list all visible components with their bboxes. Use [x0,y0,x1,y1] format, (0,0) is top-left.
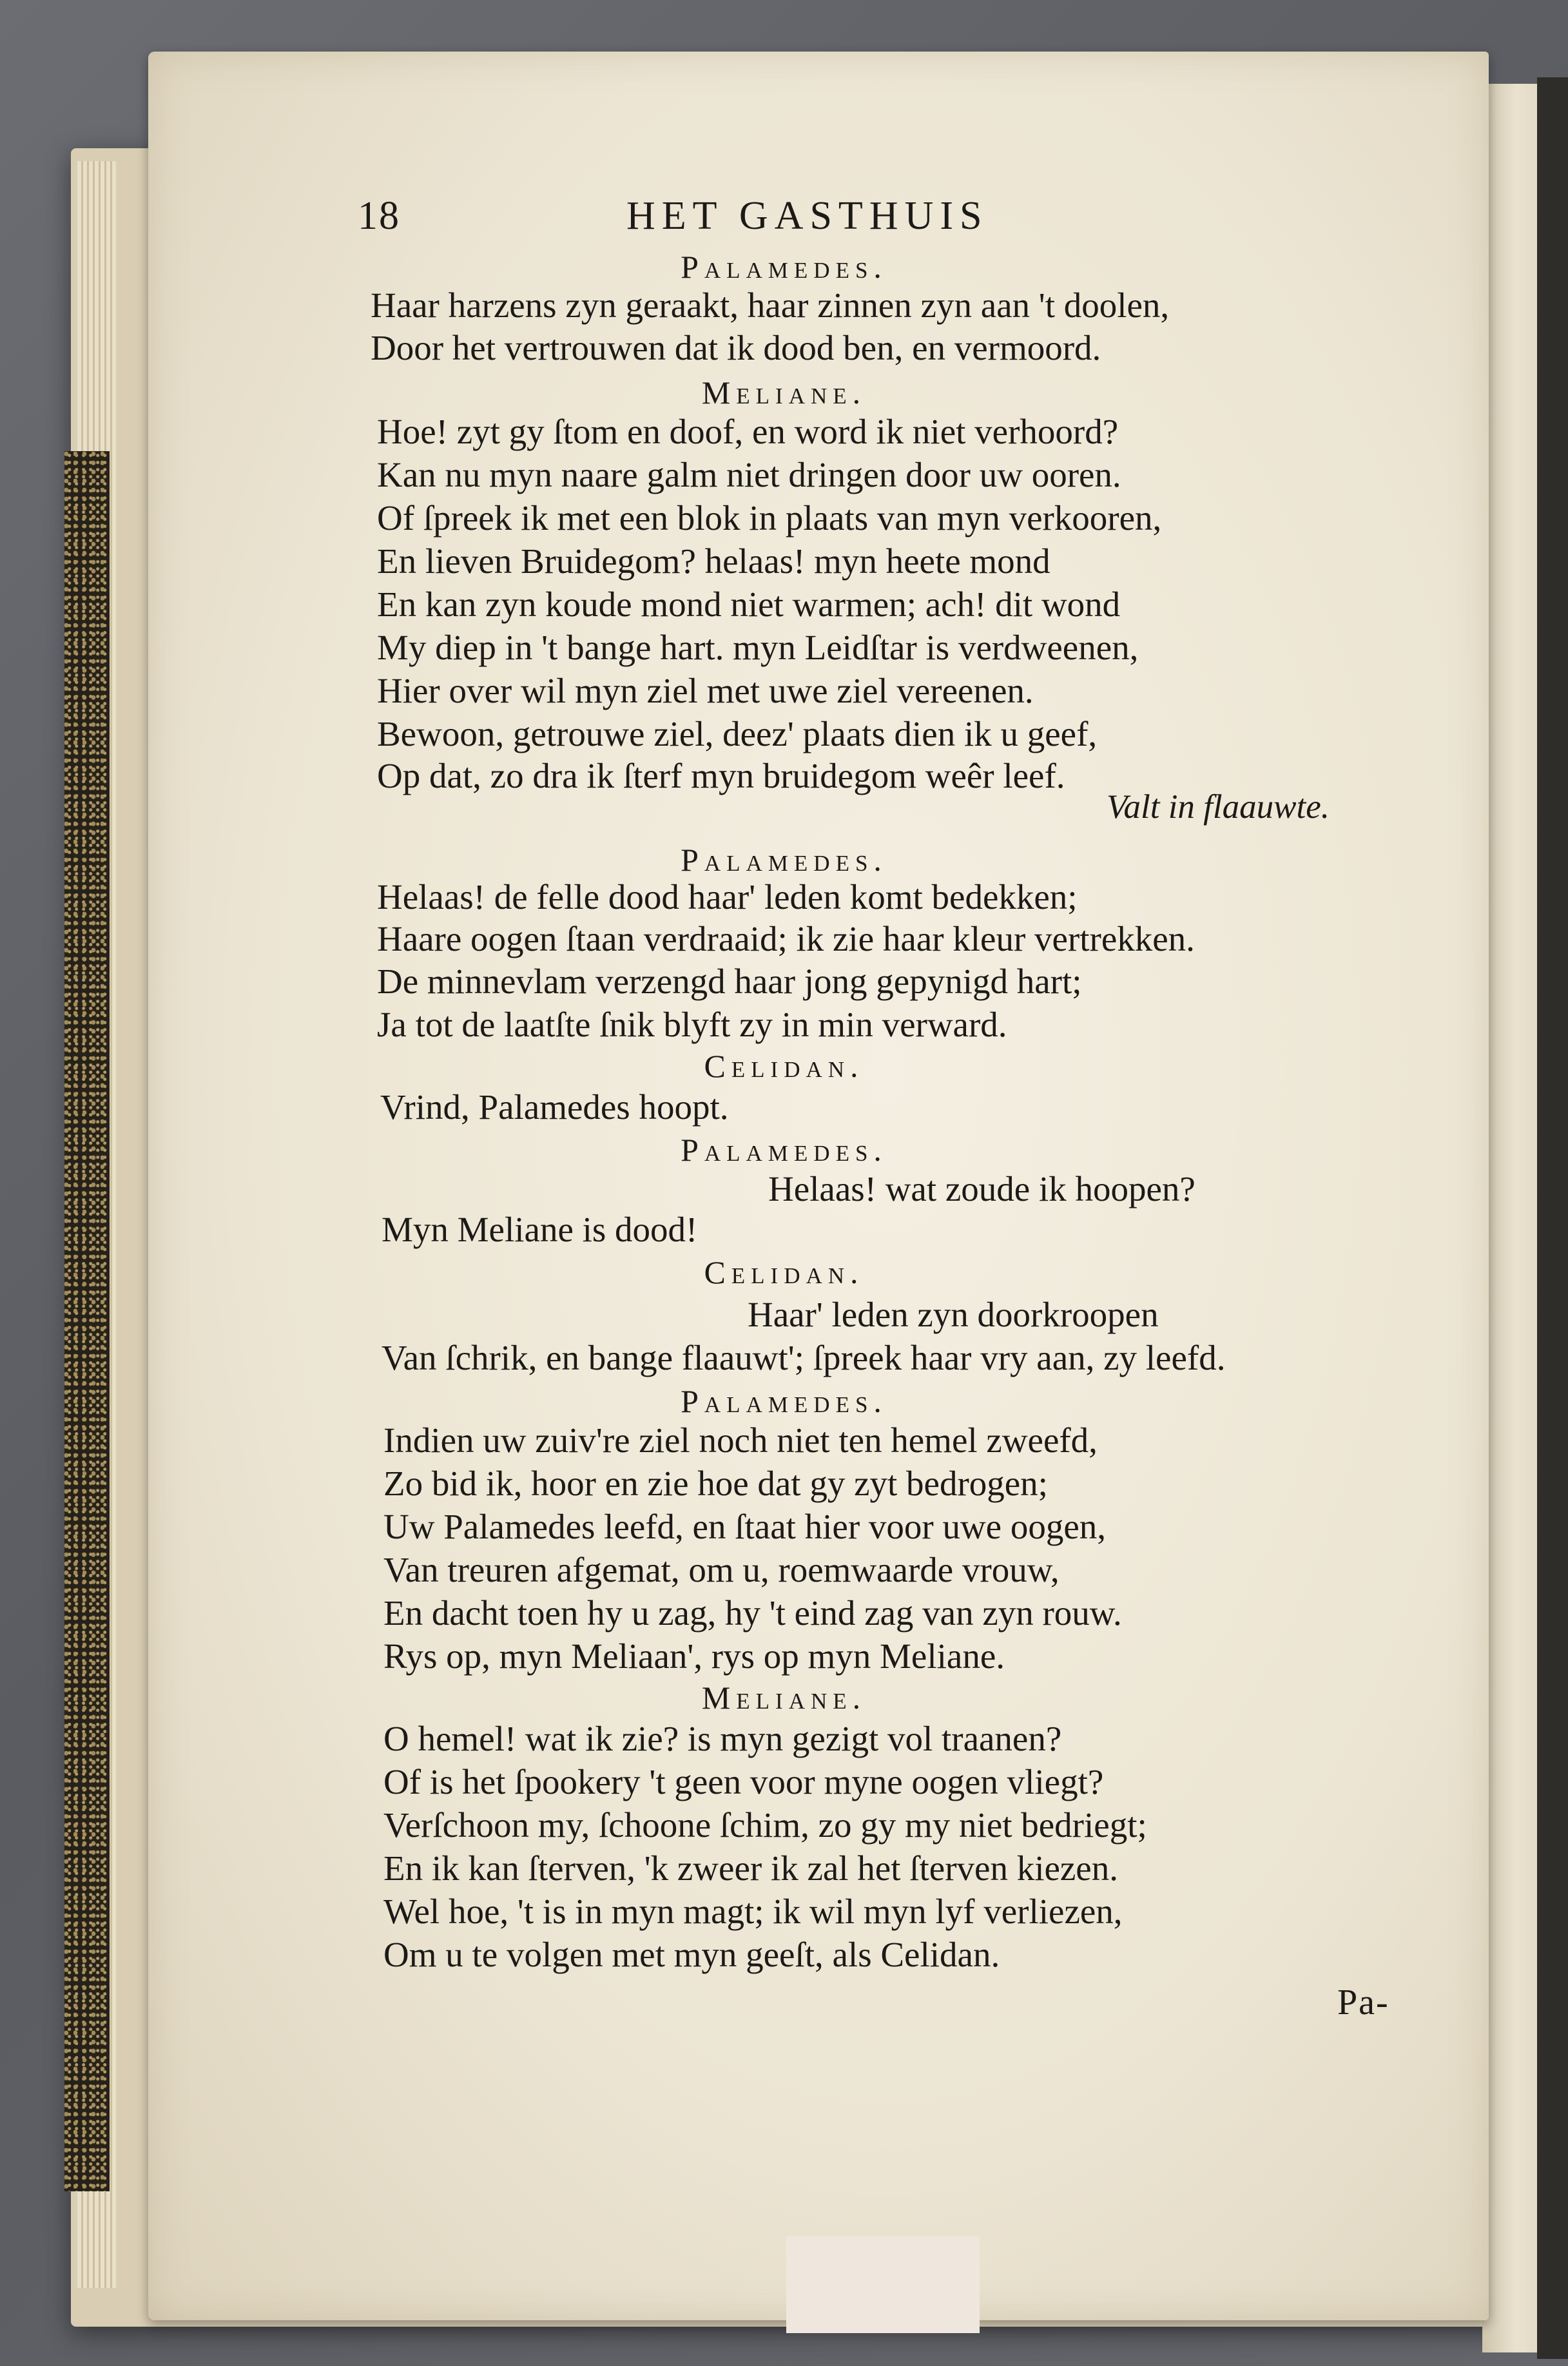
verse-line: En ik kan ſterven, 'k zweer ik zal het ſterven kiezen. [383,1848,1118,1888]
speaker-name: Celidan. [704,1048,864,1084]
verse-line: Bewoon, getrouwe ziel, deez' plaats dien ik u geef, [377,714,1098,753]
verse-line: Zo bid ik, hoor en zie hoe dat gy zyt bedrogen; [383,1464,1048,1503]
marbled-cover [64,451,110,2191]
verse-line: Indien uw zuiv're ziel noch niet ten hemel zweefd, [383,1421,1098,1460]
verse-line: En kan zyn koude mond niet warmen; ach! dit wond [377,585,1121,624]
speaker-name: Meliane. [701,1680,867,1716]
verse-line: Haar' leden zyn doorkroopen [748,1295,1159,1334]
verse-line: De minnevlam verzengd haar jong gepynigd hart; [377,962,1082,1001]
verse-line: Verſchoon my, ſchoone ſchim, zo gy my niet bedriegt; [383,1805,1147,1845]
speaker-name: Palamedes. [681,249,887,285]
library-tag [786,2236,980,2333]
page-number: 18 [358,194,400,238]
back-cover [1537,77,1568,2359]
speaker-name: Palamedes. [681,1383,887,1419]
verse-line: Vrind, Palamedes hoopt. [380,1087,729,1127]
verse-line: Uw Palamedes leefd, en ſtaat hier voor uwe oogen, [383,1507,1107,1546]
verse-line: Of is het ſpookery 't geen voor myne oogen vliegt? [383,1762,1104,1801]
verse-line: Helaas! de felle dood haar' leden komt bedekken; [377,877,1078,916]
verse-line: Of ſpreek ik met een blok in plaats van myn verkooren, [377,498,1162,538]
verse-line: Kan nu myn naare galm niet dringen door uw ooren. [377,455,1121,494]
verse-line: Van treuren afgemat, om u, roemwaarde vrouw, [383,1550,1060,1589]
running-head [0,193,1568,238]
verse-line: Om u te volgen met myn geeſt, als Celidan. [383,1935,1000,1974]
speaker-name: Meliane. [701,374,867,411]
verse-line: Door het vertrouwen dat ik dood ben, en vermoord. [371,328,1101,367]
stage-direction: Valt in flaauwte. [1107,788,1330,826]
verse-line: Myn Meliane is dood! [382,1210,698,1249]
speaker-name: Palamedes. [681,1132,887,1168]
verse-line: Rys op, myn Meliaan', rys op myn Meliane. [383,1636,1005,1676]
verse-line: Haar harzens zyn geraakt, haar zinnen zyn aan 't doolen, [371,286,1170,325]
verse-line: Hoe! zyt gy ſtom en doof, en word ik niet verhoord? [377,412,1119,451]
speaker-name: Palamedes. [681,842,887,878]
verse-line: Op dat, zo dra ik ſterf myn bruidegom weêr leef. [377,756,1065,795]
speaker-name: Celidan. [704,1254,864,1290]
verse-line: En dacht toen hy u zag, hy 't eind zag van zyn rouw. [383,1593,1122,1633]
verse-line: Wel hoe, 't is in myn magt; ik wil myn lyf verliezen, [383,1892,1123,1931]
running-title: HET GASTHUIS [626,194,989,238]
verse-line: My diep in 't bange hart. myn Leidſtar is verdweenen, [377,628,1139,667]
verse-line: O hemel! wat ik zie? is myn gezigt vol traanen? [383,1719,1062,1758]
catchword: Pa- [1337,1983,1389,2022]
verse-line: Hier over wil myn ziel met uwe ziel vereenen. [377,671,1034,710]
verse-line: Van ſchrik, en bange flaauwt'; ſpreek haar vry aan, zy leefd. [382,1338,1226,1377]
verse-line: Haare oogen ſtaan verdraaid; ik zie haar kleur vertrekken. [377,919,1195,958]
verse-line: Ja tot de laatſte ſnik blyft zy in min verward. [377,1005,1007,1044]
verse-line: En lieven Bruidegom? helaas! myn heete mond [377,541,1050,581]
verse-line: Helaas! wat zoude ik hoopen? [768,1169,1195,1208]
